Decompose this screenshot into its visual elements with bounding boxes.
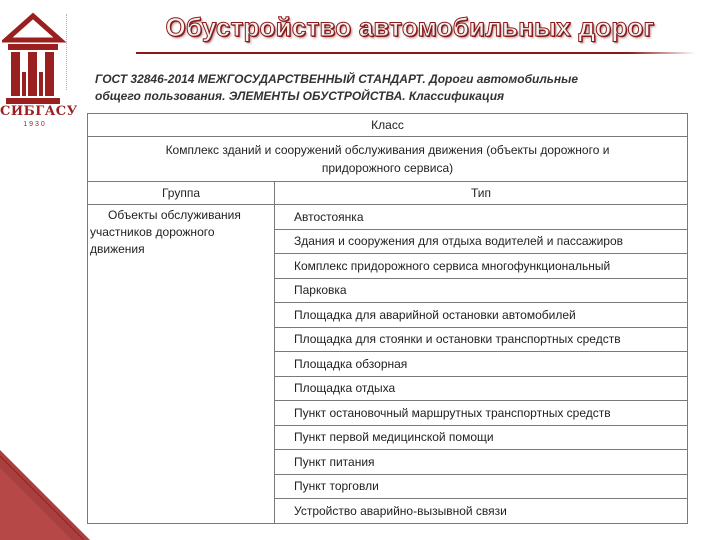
logo-year: 1930: [23, 121, 47, 128]
type-cell: Пункт остановочный маршрутных транспортных средств: [275, 401, 688, 426]
type-cell: Площадка для стоянки и остановки транспортных средств: [275, 327, 688, 352]
type-cell: Пункт питания: [275, 450, 688, 475]
class-value-cell: [88, 137, 688, 182]
group-line-1: Объекты обслуживания: [108, 208, 241, 222]
type-cell: Устройство аварийно-вызывной связи: [275, 499, 688, 524]
type-cell: Площадка обзорная: [275, 352, 688, 377]
building-emblem-icon: [2, 6, 70, 110]
group-line-2: участников дорожного: [90, 225, 215, 239]
type-header-cell: Тип: [275, 182, 688, 205]
type-cell: Парковка: [275, 278, 688, 303]
title-underline: [136, 52, 696, 54]
type-cell: Площадка для аварийной остановки автомобилей: [275, 303, 688, 328]
type-cell: Пункт торговли: [275, 474, 688, 499]
subtitle-line-1: ГОСТ 32846-2014 МЕЖГОСУДАРСТВЕННЫЙ СТАНДАРТ. Дороги автомобильные: [95, 72, 579, 86]
subtitle-line-2: общего пользования. ЭЛЕМЕНТЫ ОБУСТРОЙСТВА. Классификация: [95, 89, 505, 103]
type-cell: Комплекс придорожного сервиса многофункциональный: [275, 254, 688, 279]
group-value-cell: [88, 205, 275, 524]
logo-name: СИБГАСУ: [0, 104, 78, 119]
logo-divider: [66, 14, 71, 90]
page-title: Обустройство автомобильных дорог: [165, 12, 655, 42]
class-header-cell: Класс: [88, 114, 688, 137]
classification-table: [87, 113, 688, 524]
type-cell: Автостоянка: [275, 205, 688, 230]
class-value-line-2: придорожного сервиса): [321, 161, 454, 175]
group-line-3: движения: [90, 242, 145, 256]
class-value-line-1: Комплекс зданий и сооружений обслуживания движения (объекты дорожного и: [165, 143, 610, 157]
corner-decoration: [0, 450, 90, 540]
standard-subtitle: [95, 71, 695, 105]
type-cell: Здания и сооружения для отдыха водителей и пассажиров: [275, 229, 688, 254]
type-cell: Площадка отдыха: [275, 376, 688, 401]
group-header-cell: Группа: [88, 182, 275, 205]
type-cell: Пункт первой медицинской помощи: [275, 425, 688, 450]
